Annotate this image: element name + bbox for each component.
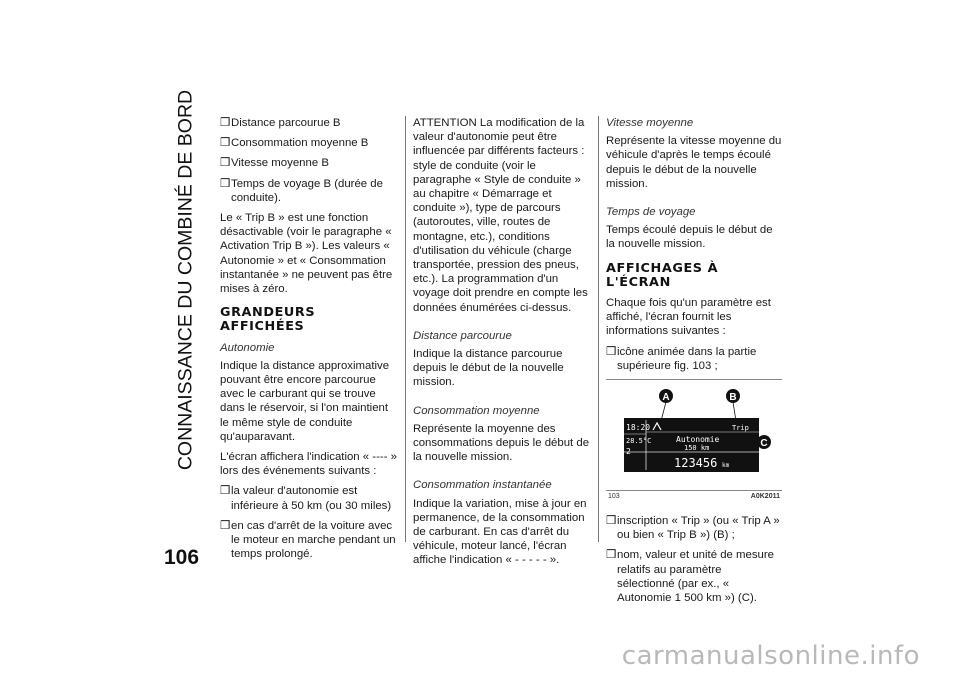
figure-caption	[606, 490, 782, 503]
display-illustration	[606, 380, 782, 490]
subheading: Consommation moyenne	[413, 404, 540, 417]
checkbox-square-icon: ❒	[606, 549, 617, 562]
column-divider	[405, 116, 406, 542]
subheading: Temps de voyage	[606, 206, 696, 219]
watermark: carmanualsonline.info	[621, 641, 920, 671]
attention-note: ATTENTION La modification de la valeur d'autonomie peut être influencée par différents facteurs : style de conduite (voir le paragraphe « Style de conduite » au chapitre « Démarrage et conduite »), type de parcours (autoroutes, ville, routes de montagne, etc.), conditions d'utilisation du véhicule (charge transportée, pression des pneus, etc.). La programmation d'un voyage doit prendre en compte les données énumérées ci-dessus.	[413, 117, 588, 314]
list-item: ❒Distance parcourue B	[220, 117, 341, 129]
list-item: ❒Temps de voyage B (durée de conduite).	[220, 177, 383, 204]
subheading: Consommation instantanée	[413, 479, 552, 492]
figure-number: 103	[608, 493, 620, 501]
lcd-temperature: 28.5°C	[626, 437, 652, 446]
lcd-trip: Trip	[732, 424, 749, 433]
paragraph: Temps écoulé depuis le début de la nouvelle mission.	[606, 224, 773, 251]
paragraph: Indique la distance approximative pouvant être encore parcourue avec le carburant qui se trouve dans le réservoir, si l'on maintient le même style de conduite qu'auparavant.	[220, 359, 390, 443]
checkbox-square-icon: ❒	[606, 345, 617, 358]
list-item: ❒la valeur d'autonomie est inférieure à 50 km (ou 30 miles)	[220, 485, 392, 512]
checkbox-square-icon: ❒	[220, 485, 231, 498]
subheading: Autonomie	[220, 341, 275, 354]
lcd-odometer: 123456	[674, 456, 718, 471]
list-item: ❒Consommation moyenne B	[220, 137, 369, 150]
paragraph: Représente la vitesse moyenne du véhicule d'après le temps écoulé depuis le début de la nouvelle mission.	[606, 135, 782, 190]
column-1	[220, 116, 400, 567]
section-heading: AFFICHAGES À L'ÉCRAN	[606, 260, 719, 290]
checkbox-square-icon: ❒	[220, 177, 231, 190]
checkbox-square-icon: ❒	[220, 137, 231, 150]
list-item: ❒Vitesse moyenne B	[220, 157, 329, 170]
lcd-value: 150 km	[684, 444, 710, 453]
list-item: ❒nom, valeur et unité de mesure relatifs au paramètre sélectionné (par ex., « Autonomie 1 500 km ») (C).	[606, 549, 775, 605]
paragraph: Représente la moyenne des consommations depuis le début de la nouvelle mission.	[413, 422, 590, 464]
paragraph: L'écran affichera l'indication « ---- » lors des événements suivants :	[220, 451, 397, 478]
checkbox-square-icon: ❒	[606, 515, 617, 528]
column-3	[606, 116, 782, 611]
column-divider	[598, 116, 599, 542]
column-2	[413, 116, 591, 574]
svg-text:A: A	[662, 392, 670, 404]
list-item: ❒en cas d'arrêt de la voiture avec le moteur en marche pendant un temps prolongé.	[220, 519, 396, 561]
lcd-gear: 2	[626, 447, 631, 457]
checkbox-square-icon: ❒	[220, 157, 231, 170]
paragraph: Indique la distance parcourue depuis le début de la nouvelle mission.	[413, 348, 564, 389]
subheading: Distance parcourue	[413, 329, 512, 342]
paragraph: Chaque fois qu'un paramètre est affiché, l'écran fournit les informations suivantes :	[606, 297, 771, 338]
figure-103	[606, 379, 782, 506]
subheading: Vitesse moyenne	[606, 117, 694, 129]
paragraph: Indique la variation, mise à jour en permanence, de la consommation de carburant. En cas d'arrêt du véhicule, moteur lancé, l'écran affiche l'indication « - - - - - ».	[413, 497, 587, 567]
checkbox-square-icon: ❒	[220, 117, 231, 129]
figure-code: A0K2011	[750, 493, 780, 501]
section-heading: GRANDEURS AFFICHÉES	[220, 305, 316, 335]
side-title: CONNAISSANCE DU COMBINÉ DE BORD	[174, 89, 197, 471]
lcd-parameter: Autonomie	[676, 435, 720, 445]
paragraph: Le « Trip B » est une fonction désactivable (voir le paragraphe « Activation Trip B »). Les valeurs « Autonomie » et « Consommation instantanée » ne peuvent pas être mises à zéro.	[220, 212, 393, 296]
list-item: ❒inscription « Trip » (ou « Trip A » ou bien « Trip B ») (B) ;	[606, 515, 780, 542]
checkbox-square-icon: ❒	[220, 519, 231, 532]
page-number: 106	[164, 546, 200, 569]
lcd-odometer-unit: km	[722, 462, 730, 470]
list-item: ❒icône animée dans la partie supérieure fig. 103 ;	[606, 345, 757, 372]
lcd-time: 18:20	[626, 423, 651, 433]
svg-text:B: B	[729, 392, 737, 404]
svg-text:C: C	[760, 438, 768, 450]
